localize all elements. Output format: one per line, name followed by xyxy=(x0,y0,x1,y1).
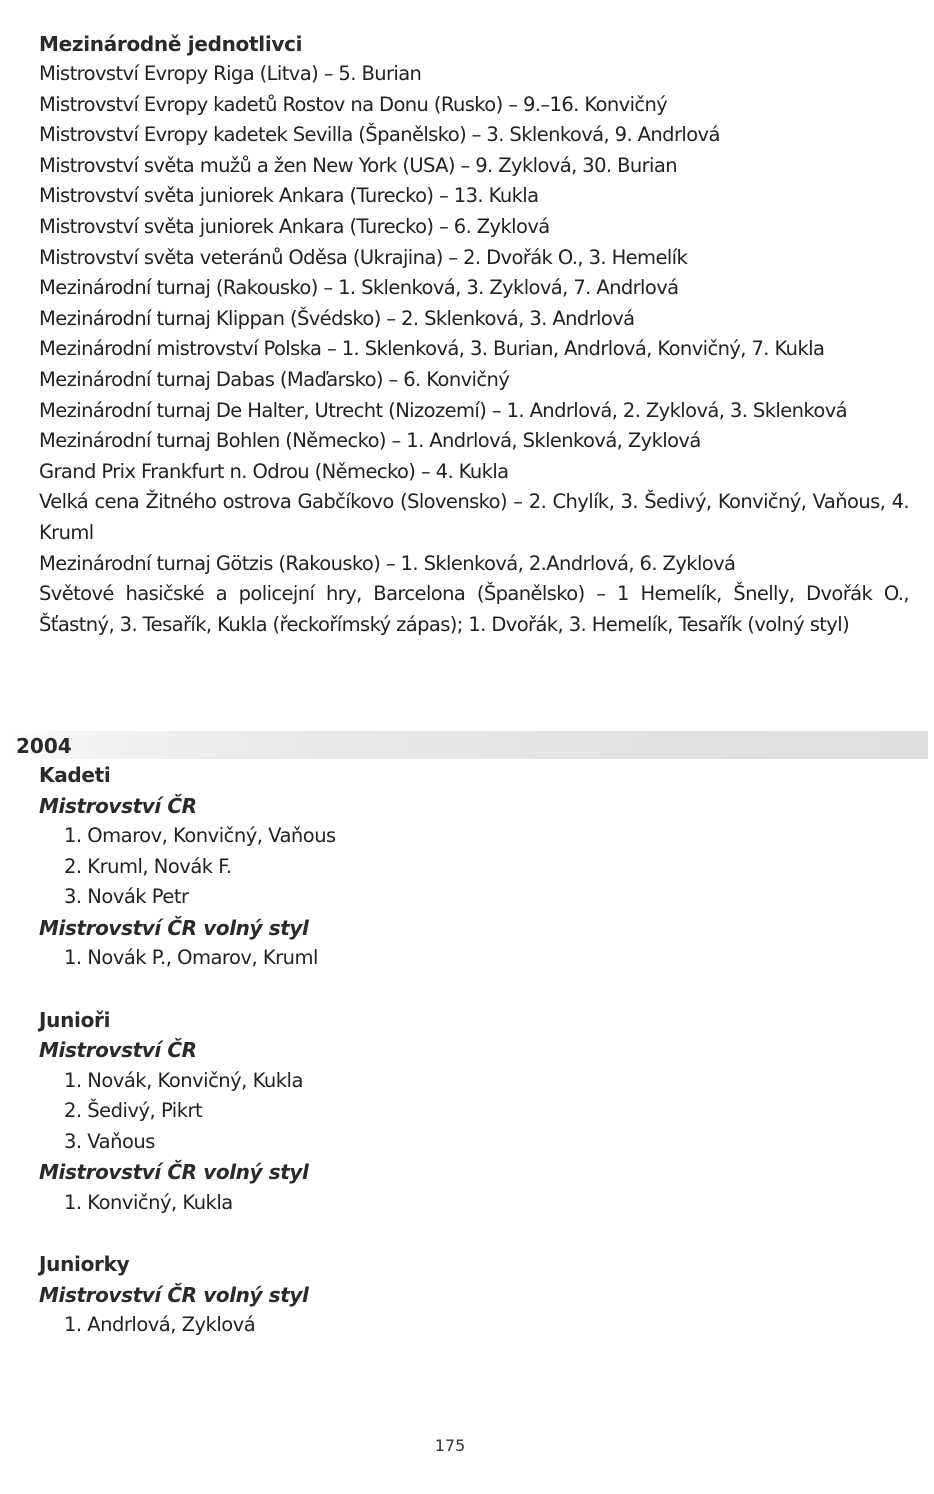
competition-title: Mistrovství ČR volný styl xyxy=(39,1160,309,1184)
competition-title: Mistrovství ČR xyxy=(39,1038,197,1062)
international-section xyxy=(39,29,909,640)
list-item: Mezinárodní turnaj Klippan (Švédsko) – 2. Sklenková, 3. Andrlová xyxy=(39,306,635,330)
placing-line: 2. Kruml, Novák F. xyxy=(64,854,232,878)
list-item: Grand Prix Frankfurt n. Odrou (Německo) – 4. Kukla xyxy=(39,459,509,483)
list-item: Mistrovství světa mužů a žen New York (USA) – 9. Zyklová, 30. Burian xyxy=(39,153,677,177)
list-item: Mistrovství Evropy Riga (Litva) – 5. Burian xyxy=(39,62,422,85)
group-junior-women xyxy=(39,1249,899,1341)
competition-title: Mistrovství ČR volný styl xyxy=(39,1282,309,1307)
entry-list xyxy=(39,59,909,640)
group-juniors xyxy=(39,1005,899,1219)
year-label: 2004 xyxy=(16,734,72,758)
competition-title: Mistrovství ČR volný styl xyxy=(39,915,309,940)
year-header-bar xyxy=(14,731,928,759)
list-item: Mezinárodní turnaj Bohlen (Německo) – 1. Andrlová, Sklenková, Zyklová xyxy=(39,429,701,453)
list-item: Mistrovství Evropy kadetek Sevilla (Španělsko) – 3. Sklenková, 9. Andrlová xyxy=(39,123,720,147)
placing-line: 1. Novák, Konvičný, Kukla xyxy=(64,1068,303,1092)
list-item: Mistrovství světa juniorek Ankara (Turecko) – 13. Kukla xyxy=(39,184,539,208)
section-heading: Mezinárodně jednotlivci xyxy=(39,32,303,56)
list-item: Mistrovství světa juniorek Ankara (Turecko) – 6. Zyklová xyxy=(39,214,550,238)
list-item: Mezinárodní turnaj Götzis (Rakousko) – 1. Sklenková, 2.Andrlová, 6. Zyklová xyxy=(39,551,736,575)
group-cadets xyxy=(39,760,899,974)
list-item: Světové hasičské a policejní hry, Barcelona (Španělsko) – 1 Hemelík, Šnelly, Dvořák O., Šťastný, 3. Tesařík, Kukla (řeckořímský zápas); 1. Dvořák, 3. Hemelík, Tesařík (volný styl) xyxy=(39,582,909,636)
group-title: Kadeti xyxy=(39,763,111,787)
competition-title: Mistrovství ČR xyxy=(39,793,197,818)
placing-line: 1. Omarov, Konvičný, Vaňous xyxy=(64,824,336,847)
list-item: Mistrovství světa veteránů Oděsa (Ukrajina) – 2. Dvořák O., 3. Hemelík xyxy=(39,245,688,269)
placing-line: 1. Konvičný, Kukla xyxy=(64,1190,233,1214)
group-title: Juniorky xyxy=(39,1252,130,1276)
placing-line: 3. Vaňous xyxy=(64,1129,155,1153)
list-item: Mezinárodní turnaj Dabas (Maďarsko) – 6. Konvičný xyxy=(39,367,510,391)
group-title: Junioři xyxy=(39,1007,111,1032)
list-item: Velká cena Žitného ostrova Gabčíkovo (Slovensko) – 2. Chylík, 3. Šedivý, Konvičný, Vaňous, 4. Kruml xyxy=(39,490,909,544)
results-section xyxy=(39,760,899,1372)
list-item: Mezinárodní turnaj De Halter, Utrecht (Nizozemí) – 1. Andrlová, 2. Zyklová, 3. Sklenková xyxy=(39,398,847,422)
list-item: Mezinárodní turnaj (Rakousko) – 1. Sklenková, 3. Zyklová, 7. Andrlová xyxy=(39,276,679,300)
list-item: Mistrovství Evropy kadetů Rostov na Donu (Rusko) – 9.–16. Konvičný xyxy=(39,92,668,116)
page-number: 175 xyxy=(434,1436,466,1455)
placing-line: 1. Novák P., Omarov, Kruml xyxy=(64,946,318,969)
list-item: Mezinárodní mistrovství Polska – 1. Sklenková, 3. Burian, Andrlová, Konvičný, 7. Kukla xyxy=(39,337,825,361)
placing-line: 1. Andrlová, Zyklová xyxy=(64,1313,256,1336)
placing-line: 2. Šedivý, Pikrt xyxy=(64,1099,203,1122)
placing-line: 3. Novák Petr xyxy=(64,885,189,908)
